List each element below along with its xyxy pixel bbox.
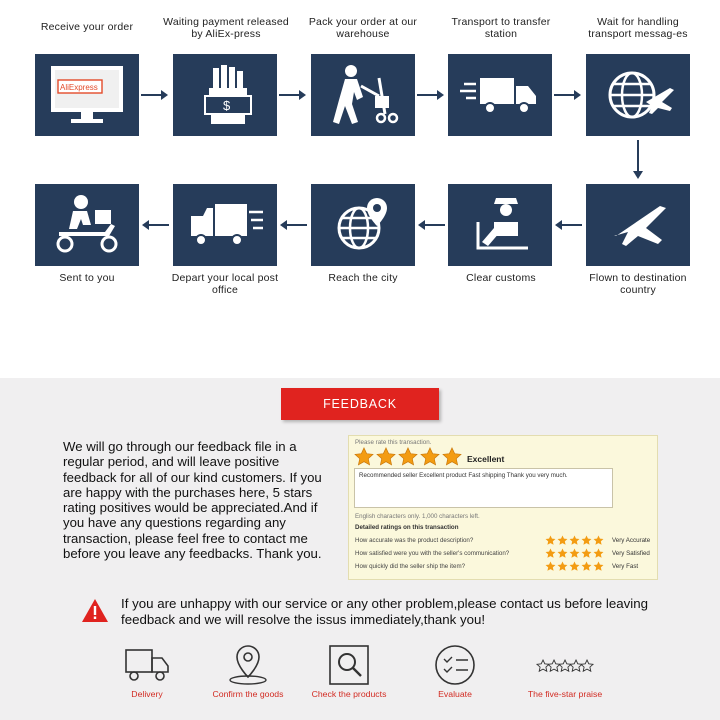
arrow-right-icon: [279, 89, 307, 101]
brand-text: AliExpress: [60, 83, 98, 92]
star-icon: [593, 535, 604, 546]
feedback-title: FEEDBACK: [281, 388, 439, 420]
step-box-depart: [173, 184, 277, 266]
row-stars: [545, 548, 604, 559]
computer-icon: [45, 62, 129, 128]
star-icon: [581, 535, 592, 546]
detailed-heading: Detailed ratings on this transaction: [355, 524, 459, 531]
star-icon: [376, 447, 396, 467]
star-icon: [581, 561, 592, 572]
rating-verdict: Very Satisfied: [612, 550, 650, 557]
arrow-left-icon: [279, 219, 307, 231]
step-label: Receive your order: [40, 21, 134, 33]
rating-row: [355, 563, 655, 573]
delivery-truck-icon: [183, 192, 267, 258]
rating-label: Excellent: [467, 454, 505, 464]
payment-hand-icon: [183, 62, 267, 128]
svg-text:$: $: [223, 98, 231, 113]
delivery-truck-icon: [120, 644, 174, 686]
star-icon: [398, 447, 418, 467]
star-icon: [569, 548, 580, 559]
step-box-flown: [586, 184, 690, 266]
step-label: Check the products: [311, 689, 387, 699]
star-icon: [569, 561, 580, 572]
star-icon: [557, 561, 568, 572]
customs-officer-icon: [458, 192, 542, 258]
rating-verdict: Very Accurate: [612, 537, 651, 544]
step-box-city: [311, 184, 415, 266]
star-icon: [545, 535, 556, 546]
scooter-courier-icon: [45, 192, 129, 258]
step-label: Pack your order at our warehouse: [308, 16, 418, 40]
step-label: Evaluate: [438, 689, 472, 699]
star-icon: [545, 561, 556, 572]
rating-prompt: Please rate this transaction.: [355, 439, 432, 446]
arrow-down-icon: [632, 140, 644, 180]
char-limit-note: English characters only. 1,000 characters left.: [355, 513, 480, 520]
feedback-body: We will go through our feedback file in a regular period, and will leave positive feedback for all of our kind customers. If you are happy with the purchases here, 5 stars rating positives would be appreciated.And if you have any questions regarding any transaction, please feel free to contact me before you leave any feedbacks. Thank you.: [63, 439, 322, 562]
arrow-right-icon: [554, 89, 582, 101]
rating-question: How satisfied were you with the seller's communication?: [355, 550, 510, 557]
arrow-left-icon: [554, 219, 582, 231]
step-label: Delivery: [131, 689, 163, 699]
star-icon: [569, 535, 580, 546]
warehouse-worker-icon: [321, 62, 405, 128]
arrow-left-icon: [417, 219, 445, 231]
step-box-payment: [173, 54, 277, 136]
globe-location-icon: [321, 192, 405, 258]
checklist-icon: [428, 644, 482, 686]
star-icon: [581, 548, 592, 559]
step-label: Confirm the goods: [212, 689, 284, 699]
step-box-pack: [311, 54, 415, 136]
step-label: Flown to destination country: [589, 272, 687, 296]
step-box-wait: [586, 54, 690, 136]
star-icon: [593, 548, 604, 559]
step-label: Depart your local post office: [171, 272, 279, 296]
step-label: Reach the city: [328, 272, 398, 284]
star-icon: [545, 548, 556, 559]
row-stars: [545, 535, 604, 546]
step-label: Transport to transfer station: [451, 16, 551, 40]
star-icon: [557, 548, 568, 559]
star-icon: [354, 447, 374, 467]
comment-field[interactable]: Recommended seller Excellent product Fast shipping Thank you very much.: [354, 468, 613, 508]
rating-row: [355, 550, 655, 560]
arrow-right-icon: [141, 89, 169, 101]
step-box-customs: [448, 184, 552, 266]
step-label: Clear customs: [466, 272, 536, 284]
star-icon: [442, 447, 462, 467]
arrow-right-icon: [417, 89, 445, 101]
step-box-transport: [448, 54, 552, 136]
arrow-left-icon: [141, 219, 169, 231]
warning-icon: [82, 599, 108, 622]
row-stars: [545, 561, 604, 572]
rating-verdict: Very Fast: [612, 563, 639, 570]
star-icon: [593, 561, 604, 572]
five-star-icon: [534, 644, 596, 686]
globe-airplane-icon: [596, 62, 680, 128]
step-label: Sent to you: [59, 272, 115, 284]
rating-row: [355, 537, 655, 547]
step-box-receive: [35, 54, 139, 136]
location-pin-icon: [221, 644, 275, 686]
star-icon: [557, 535, 568, 546]
step-label: Waiting payment released by AliEx-press: [163, 16, 289, 40]
rating-question: How quickly did the seller ship the item?: [355, 563, 466, 570]
magnifier-icon: [322, 644, 376, 686]
step-label: Wait for handling transport messag-es: [588, 16, 688, 40]
airplane-icon: [596, 192, 680, 258]
step-box-sent: [35, 184, 139, 266]
step-label: The five-star praise: [527, 689, 603, 699]
star-icon: [420, 447, 440, 467]
truck-icon: [458, 62, 542, 128]
feedback-section: [0, 378, 720, 720]
warning-text: If you are unhappy with our service or any other problem,please contact us before leaving feedback and we will resolve the issus immediately,thank you!: [121, 596, 649, 627]
rating-card: [348, 435, 658, 580]
rating-question: How accurate was the product description?: [355, 537, 474, 544]
rating-stars: [354, 447, 462, 467]
